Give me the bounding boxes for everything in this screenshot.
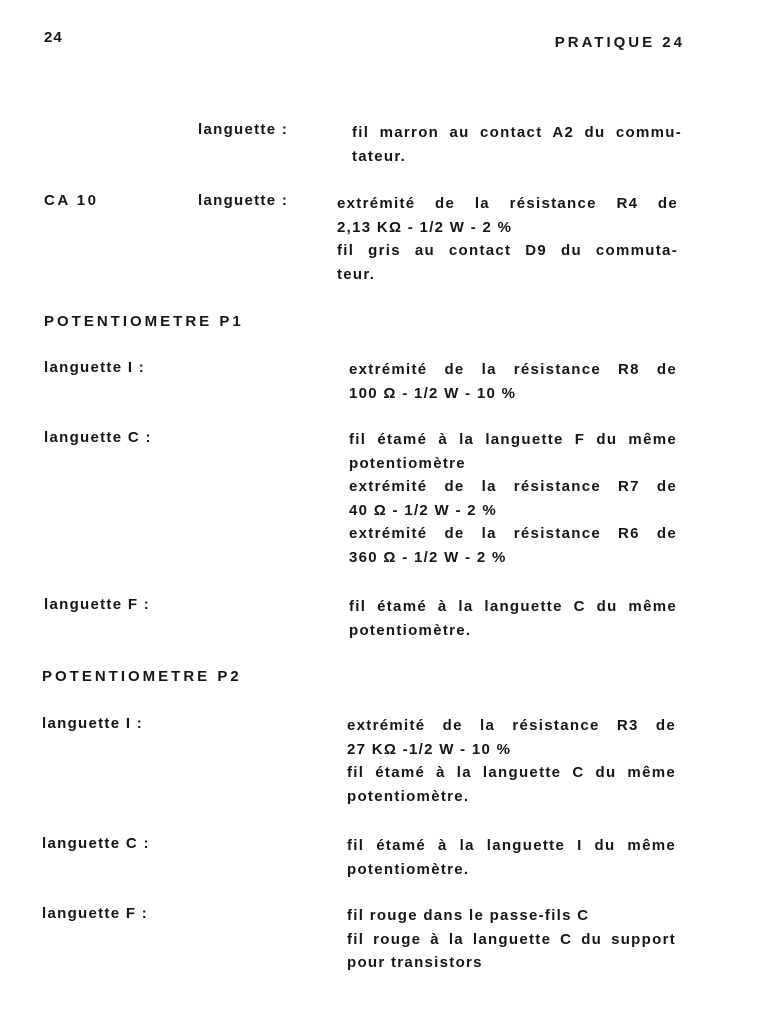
description-line: fil étamé à la languette F du même	[349, 431, 677, 448]
connection-description	[349, 358, 677, 405]
section-title: POTENTIOMETRE P2	[42, 668, 242, 685]
terminal-label: languette C :	[42, 835, 150, 852]
connection-description	[337, 192, 678, 286]
connection-description	[347, 904, 676, 975]
component-label: CA 10	[44, 192, 99, 209]
connection-description	[352, 121, 682, 168]
description-line: fil rouge à la languette C du support	[347, 930, 676, 948]
description-line: 27 KΩ -1/2 W - 10 %	[347, 740, 512, 758]
description-line: fil rouge dans le passe-fils C	[347, 907, 590, 924]
description-line: extrémité de la résistance R6 de	[349, 525, 677, 542]
description-line: fil marron au contact A2 du commu-	[352, 124, 682, 141]
description-line: extrémité de la résistance R3 de	[347, 717, 676, 734]
terminal-label: languette F :	[42, 905, 149, 922]
page-number: 24	[44, 29, 63, 46]
description-line: extrémité de la résistance R4 de	[337, 195, 678, 212]
description-line: fil étamé à la languette I du même	[347, 837, 676, 854]
terminal-label: languette I :	[42, 715, 144, 732]
connection-description	[347, 834, 676, 881]
terminal-label: languette :	[198, 192, 289, 209]
description-line: extrémité de la résistance R7 de	[349, 478, 677, 495]
connection-description	[349, 428, 677, 569]
terminal-label: languette F :	[44, 596, 151, 613]
description-line: 100 Ω - 1/2 W - 10 %	[349, 384, 517, 402]
description-line: fil étamé à la languette C du même	[349, 598, 677, 615]
description-line: pour transistors	[347, 954, 483, 971]
description-line: potentiomètre	[349, 454, 466, 472]
description-line: extrémité de la résistance R8 de	[349, 361, 677, 378]
terminal-label: languette :	[198, 121, 289, 138]
description-line: fil étamé à la languette C du même	[347, 764, 676, 781]
description-line: teur.	[337, 265, 376, 283]
description-line: fil gris au contact D9 du commuta-	[337, 242, 678, 259]
description-line: potentiomètre.	[347, 860, 470, 878]
connection-description	[347, 714, 676, 808]
terminal-label: languette I :	[44, 359, 146, 376]
description-line: 360 Ω - 1/2 W - 2 %	[349, 548, 507, 566]
description-line: tateur.	[352, 147, 407, 165]
section-title: POTENTIOMETRE P1	[44, 313, 244, 330]
description-line: potentiomètre.	[347, 787, 470, 805]
running-title: PRATIQUE 24	[554, 34, 685, 51]
description-line: potentiomètre.	[349, 621, 472, 639]
description-line: 40 Ω - 1/2 W - 2 %	[349, 501, 497, 519]
terminal-label: languette C :	[44, 429, 152, 446]
description-line: 2,13 KΩ - 1/2 W - 2 %	[337, 218, 513, 236]
connection-description	[349, 595, 677, 642]
